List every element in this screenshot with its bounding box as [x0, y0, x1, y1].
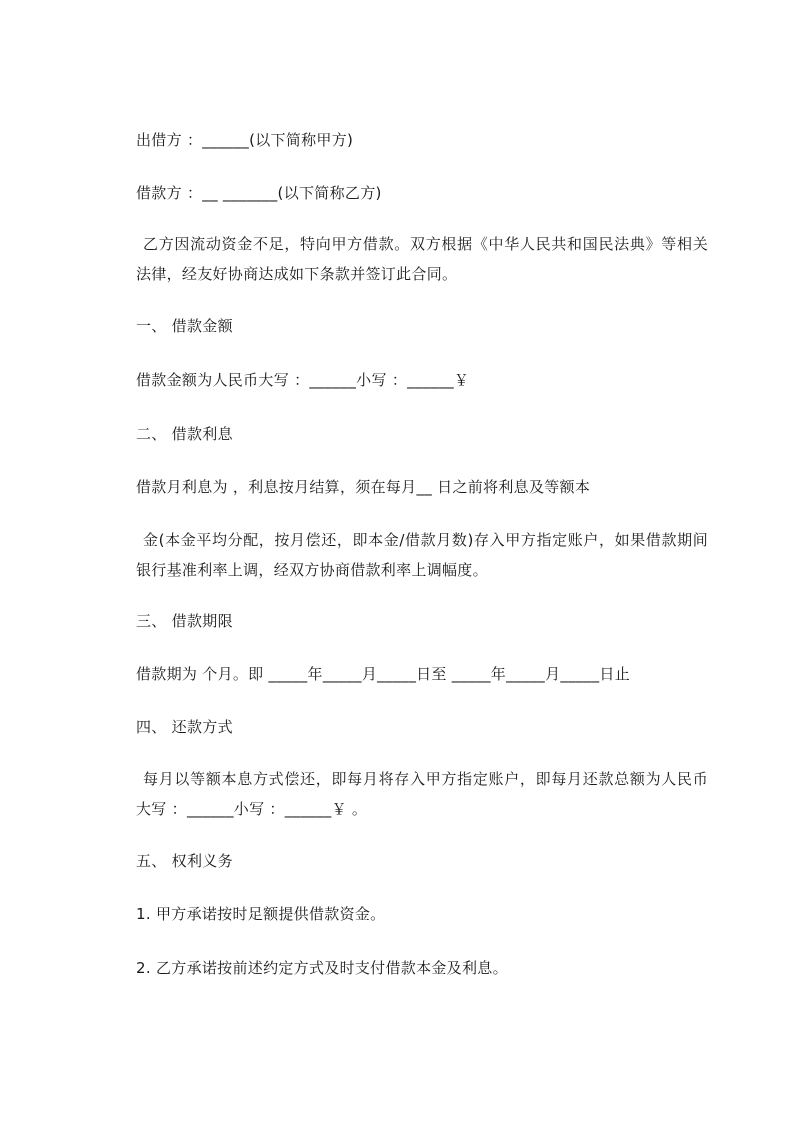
section-2-body-line: 借款月利息为 ，利息按月结算，须在每月__ 日之前将利息及等额本 [136, 478, 591, 496]
section-3-body: 借款期为 个月。即 _____年_____月_____日至 _____年_____月_____日止 [136, 665, 631, 683]
section-2-heading: 二、 借款利息 [136, 425, 233, 443]
section-5-item-1: 1. 甲方承诺按时足额提供借款资金。 [136, 905, 386, 923]
section-3-heading: 三、 借款期限 [136, 612, 233, 630]
section-4-body: 每月以等额本息方式偿还，即每月将存入甲方指定账户，即每月还款总额为人民币大写 ：______小写 ：______￥ 。 [136, 770, 708, 818]
section-5-heading: 五、 权利义务 [136, 852, 233, 870]
lender-line: 出借方 ：______(以下简称甲方) [136, 131, 354, 149]
section-1-heading: 一、 借款金额 [136, 317, 233, 335]
section-2-body-paragraph: 金(本金平均分配，按月偿还，即本金/借款月数)存入甲方指定账户，如果借款期间银行基准利率上调，经双方协商借款利率上调幅度。 [136, 531, 708, 579]
intro-paragraph: 乙方因流动资金不足，特向甲方借款。双方根据《中华人民共和国民法典》等相关法律，经友好协商达成如下条款并签订此合同。 [136, 235, 708, 283]
section-5-item-2: 2. 乙方承诺按前述约定方式及时支付借款本金及利息。 [136, 959, 508, 977]
borrower-line: 借款方 ：__ _______(以下简称乙方) [136, 184, 382, 202]
section-4-heading: 四、 还款方式 [136, 718, 233, 736]
section-1-body: 借款金额为人民币大写 ：______小写 ：______￥ [136, 371, 470, 389]
